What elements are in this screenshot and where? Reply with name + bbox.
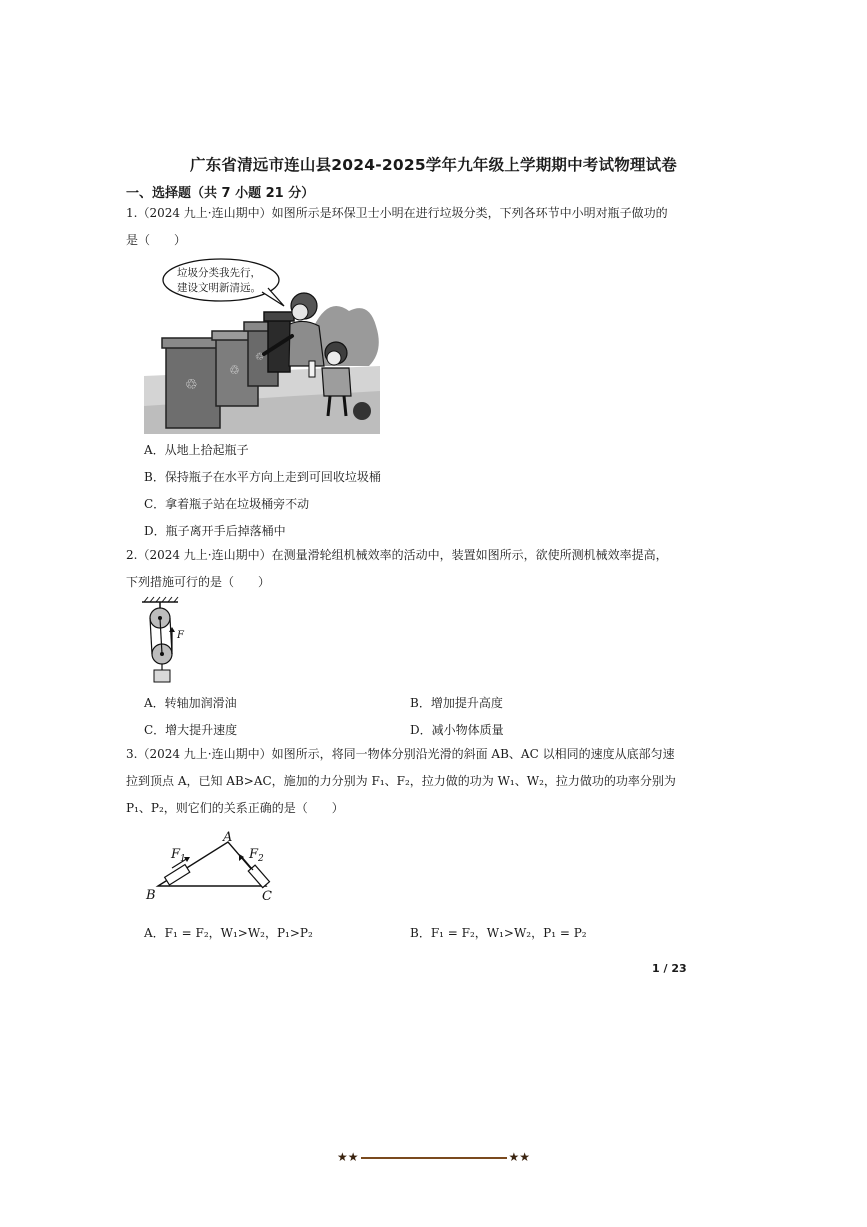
incline-figure — [140, 828, 290, 908]
question-3-line-2: 拉到顶点 A，已知 AB>AC，施加的力分别为 F₁、F₂，拉力做的功为 W₁、W₂，拉力做功的功率分别为 — [126, 774, 676, 788]
svg-text:♲: ♲ — [229, 363, 240, 377]
pulley-system-figure — [140, 596, 200, 686]
question-1-illustration — [144, 256, 380, 434]
question-2-option-b: B．增加提升高度 — [410, 696, 503, 710]
speech-bubble-line-1: 垃圾分类我先行， — [177, 267, 261, 279]
label-c: C — [262, 889, 272, 904]
label-b: B — [146, 888, 156, 903]
label-f1-sub: 1 — [180, 854, 186, 864]
question-3-option-b: B．F₁ = F₂，W₁>W₂，P₁ = P₂ — [410, 926, 587, 940]
footer-divider-line — [361, 1157, 507, 1159]
question-1-line-2: 是（ ） — [126, 233, 187, 247]
question-3-option-a: A．F₁ = F₂，W₁>W₂，P₁>P₂ — [144, 926, 313, 940]
page-title: 广东省清远市连山县2024-2025学年九年级上学期期中考试物理试卷 — [189, 156, 677, 174]
question-2-line-1: 2.（2024 九上·连山期中）在测量滑轮组机械效率的活动中，装置如图所示，欲使所测机械效率提高， — [126, 548, 668, 562]
question-1-option-b: B．保持瓶子在水平方向上走到可回收垃圾桶 — [144, 470, 381, 484]
label-f2-sub: 2 — [258, 854, 264, 864]
svg-text:♲: ♲ — [255, 352, 264, 363]
footer-right-stars: ★★ — [508, 1150, 531, 1164]
speech-bubble-line-2: 建设文明新清远。 — [177, 282, 261, 294]
question-3-line-1: 3.（2024 九上·连山期中）如图所示，将同一物体分别沿光滑的斜面 AB、AC 以相同的速度从底部匀速 — [126, 747, 675, 761]
pulley-force-label: F — [177, 630, 184, 641]
question-2-option-a: A．转轴加润滑油 — [144, 696, 237, 710]
question-1-option-d: D．瓶子离开手后掉落桶中 — [144, 524, 286, 538]
question-2-option-d: D．减小物体质量 — [410, 723, 504, 737]
svg-text:F1 — [170, 847, 186, 864]
footer-left-stars: ★★ — [336, 1150, 359, 1164]
svg-text:F2 — [248, 847, 264, 864]
page-number: 1 / 23 — [652, 962, 687, 975]
question-1-option-a: A．从地上拾起瓶子 — [144, 443, 249, 457]
question-1-option-c: C．拿着瓶子站在垃圾桶旁不动 — [144, 497, 310, 511]
label-f2: F — [249, 847, 259, 862]
question-2-line-2: 下列措施可行的是（ ） — [126, 575, 271, 589]
footer-ornament — [0, 1150, 867, 1165]
question-3-line-3: P₁、P₂，则它们的关系正确的是（ ） — [126, 801, 344, 815]
svg-text:♲: ♲ — [185, 377, 198, 393]
section-heading: 一、选择题（共 7 小题 21 分） — [126, 186, 315, 201]
label-f1: F — [171, 847, 181, 862]
label-a: A — [223, 830, 233, 845]
question-2-option-c: C．增大提升速度 — [144, 723, 238, 737]
question-1-line-1: 1.（2024 九上·连山期中）如图所示是环保卫士小明在进行垃圾分类，下列各环节中小明对瓶子做功的 — [126, 206, 668, 220]
